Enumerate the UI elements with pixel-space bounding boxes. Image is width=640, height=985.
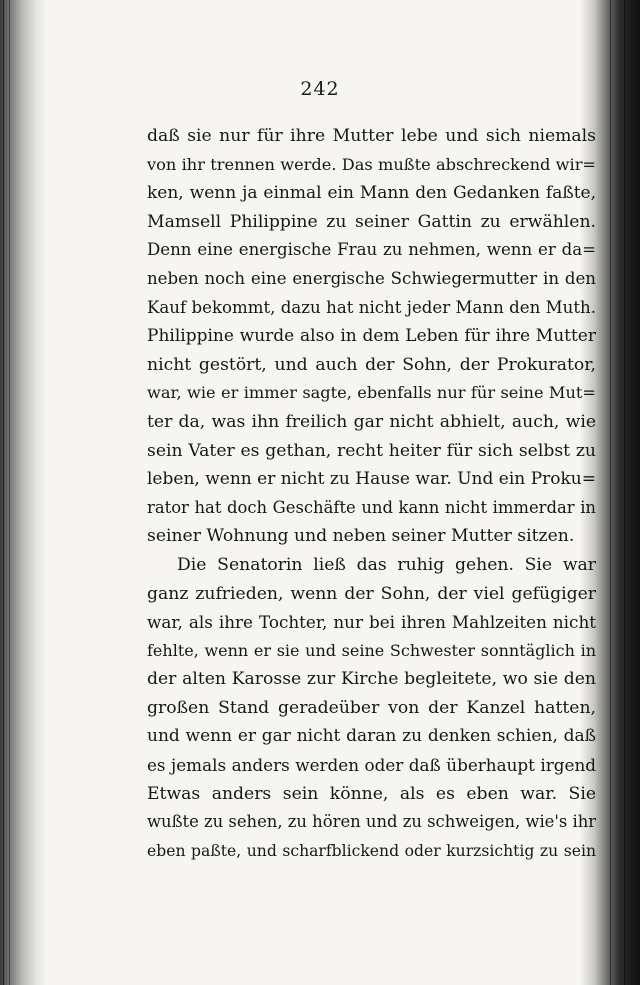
text-line: der alten Karosse zur Kirche begleitete, wo sie den	[147, 669, 596, 690]
text-line: wußte zu sehen, zu hören und zu schweigen, wie's ihr	[147, 812, 596, 832]
text-line: neben noch eine energische Schwiegermutter in den	[147, 268, 596, 288]
text-line: Kauf bekommt, dazu hat nicht jeder Mann den Muth.	[147, 297, 596, 317]
text-line: daß sie nur für ihre Mutter lebe und sich niemals	[147, 126, 596, 146]
text-line: es jemals anders werden oder daß überhaupt irgend	[147, 755, 596, 776]
text-line: und wenn er gar nicht daran zu denken schien, daß	[147, 726, 596, 747]
text-line: Die Senatorin ließ das ruhig gehen. Sie war	[177, 554, 596, 575]
text-line: rator hat doch Geschäfte und kann nicht immerdar in	[147, 497, 596, 517]
scan-left-edge	[0, 0, 46, 985]
text-line: seiner Wohnung und neben seiner Mutter sitzen.	[147, 526, 575, 547]
text-line: von ihr trennen werde. Das mußte abschreckend wir=	[147, 154, 596, 174]
text-line: fehlte, wenn er sie und seine Schwester sonntäglich in	[147, 640, 596, 660]
text-line: Etwas anders sein könne, als es eben war. Sie	[147, 783, 596, 804]
text-line: sein Vater es gethan, recht heiter für sich selbst zu	[147, 440, 596, 461]
text-line: ter da, was ihn freilich gar nicht abhielt, auch, wie	[147, 411, 596, 432]
page-number: 242	[300, 78, 340, 100]
text-line: nicht gestört, und auch der Sohn, der Prokurator,	[147, 354, 596, 375]
body-text	[147, 122, 596, 865]
text-line: war, als ihre Tochter, nur bei ihren Mahlzeiten nicht	[147, 612, 596, 633]
text-line: Denn eine energische Frau zu nehmen, wenn er da=	[147, 240, 596, 260]
text-line: war, wie er immer sagte, ebenfalls nur für seine Mut=	[147, 383, 596, 403]
text-line: Philippine wurde also in dem Leben für ihre Mutter	[147, 326, 596, 347]
text-line: großen Stand geradeüber von der Kanzel hatten,	[147, 697, 596, 718]
text-line: eben paßte, und scharfblickend oder kurzsichtig zu sein	[147, 841, 596, 860]
text-line: Mamsell Philippine zu seiner Gattin zu erwählen.	[147, 211, 596, 232]
text-line: leben, wenn er nicht zu Hause war. Und ein Proku=	[147, 469, 596, 490]
text-line: ganz zufrieden, wenn der Sohn, der viel gefügiger	[147, 583, 596, 604]
text-line: ken, wenn ja einmal ein Mann den Gedanken faßte,	[147, 183, 596, 204]
